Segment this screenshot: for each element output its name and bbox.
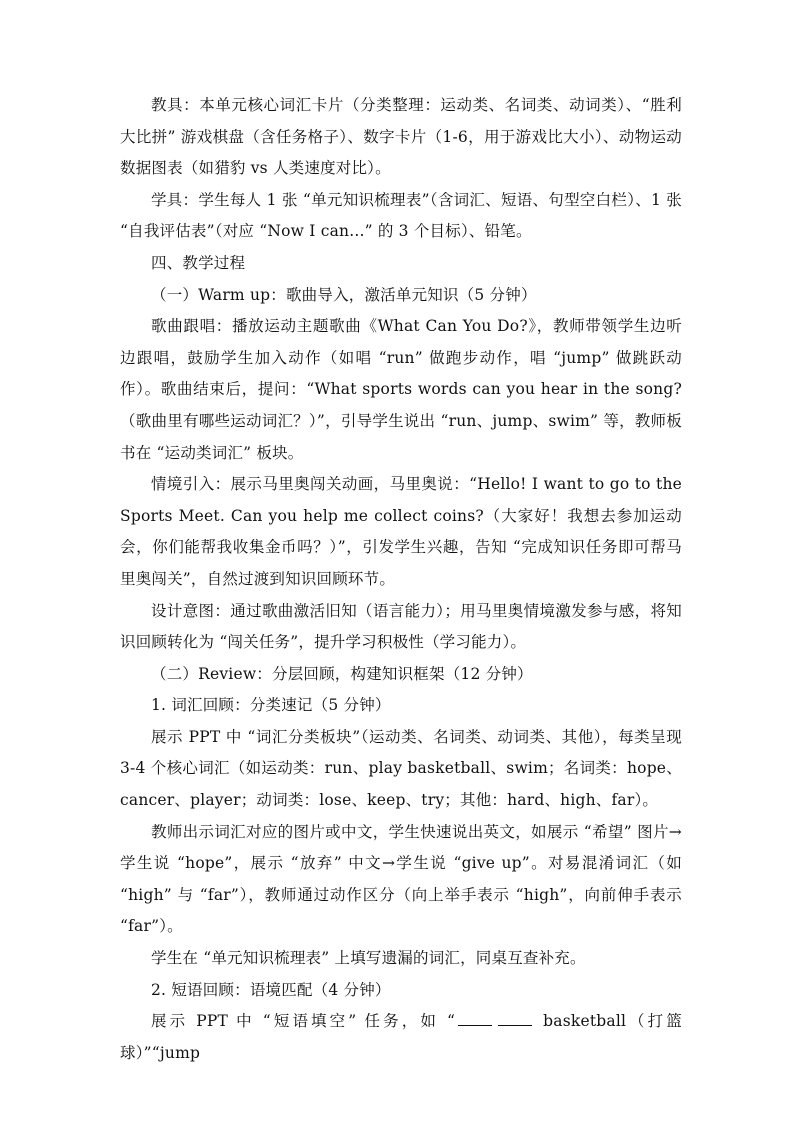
fill-in-blank	[498, 1011, 532, 1026]
paragraph-situation-intro: 情境引入：展示马里奥闯关动画，马里奥说：“Hello! I want to go to the Sports Meet. Can you help me collect coins?（大家好！我想去参加运动会，你们能帮我收集金币吗？）”，引发学生兴趣，告知 “完成知识任务即可帮马里奥闯关”，自然过渡到知识回顾环节。	[120, 475, 682, 588]
paragraph-vocabulary-quiz: 教师出示词汇对应的图片或中文，学生快速说出英文，如展示 “希望” 图片→学生说 “hope”，展示 “放弃” 中文→学生说 “give up”。对易混淆词汇（如 “high” 与 “far”），教师通过动作区分（向上举手表示 “high”，向前伸手表示 “far”）。	[120, 822, 682, 936]
paragraph-phrase-fill-in	[120, 1006, 682, 1069]
phrase-task-suffix: basketball（打篮球）”“jump	[120, 1012, 682, 1062]
document-body	[120, 90, 682, 1069]
paragraph-teaching-aids: 教具：本单元核心词汇卡片（分类整理：运动类、名词类、动词类）、“胜利大比拼” 游戏棋盘（含任务格子）、数字卡片（1-6，用于游戏比大小）、动物运动数据图表（如猎豹 vs 人类速度对比）。	[120, 96, 682, 178]
paragraph-song-singing: 歌曲跟唱：播放运动主题歌曲《What Can You Do?》，教师带领学生边听边跟唱，鼓励学生加入动作（如唱 “run” 做跑步动作，唱 “jump” 做跳跃动作）。歌曲结束后，提问：“What sports words can you hear in the song?（歌曲里有哪些运动词汇？）”，引导学生说出 “run、jump、swim” 等，教师板书在 “运动类词汇” 板块。	[120, 317, 682, 462]
item-heading-vocabulary-review: 1. 词汇回顾：分类速记（5 分钟）	[151, 696, 391, 715]
subsection-heading-warm-up: （一）Warm up：歌曲导入，激活单元知识（5 分钟）	[151, 285, 537, 304]
section-heading-teaching-process: 四、教学过程	[151, 253, 246, 272]
paragraph-learning-aids: 学具：学生每人 1 张 “单元知识梳理表”（含词汇、短语、句型空白栏）、1 张 “自我评估表”（对应 “Now I can...” 的 3 个目标）、铅笔。	[120, 190, 682, 241]
paragraph-vocabulary-categories: 展示 PPT 中 “词汇分类板块”（运动类、名词类、动词类、其他），每类呈现 3-4 个核心词汇（如运动类：run、play basketball、swim；名词类：hope、cancer、player；动词类：lose、keep、try；其他：hard、high、far）。	[120, 727, 682, 810]
subsection-heading-review: （二）Review：分层回顾，构建知识框架（12 分钟）	[151, 664, 533, 683]
paragraph-design-intent: 设计意图：通过歌曲激活旧知（语言能力）；用马里奥情境激发参与感，将知识回顾转化为 “闯关任务”，提升学习积极性（学习能力）。	[120, 601, 682, 652]
paragraph-knowledge-sheet: 学生在 “单元知识梳理表” 上填写遗漏的词汇，同桌互查补充。	[151, 949, 586, 968]
phrase-task-prefix: 展示 PPT 中 “短语填空” 任务，如 “	[151, 1012, 456, 1031]
fill-in-blank	[458, 1011, 492, 1026]
item-heading-phrase-review: 2. 短语回顾：语境匹配（4 分钟）	[151, 980, 391, 999]
